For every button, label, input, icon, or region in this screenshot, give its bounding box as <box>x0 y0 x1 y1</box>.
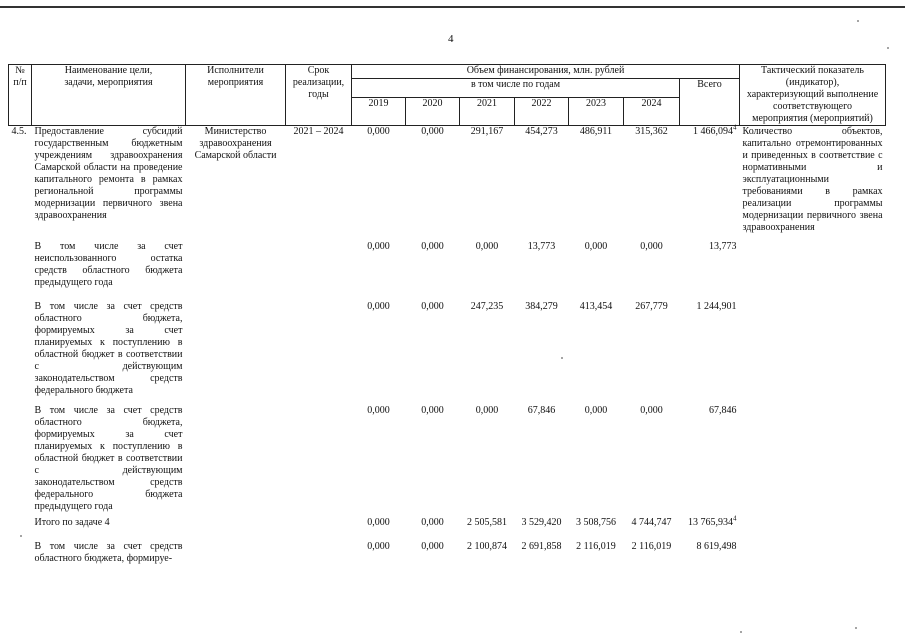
row-number <box>9 241 32 301</box>
cell-2023: 0,000 <box>584 240 608 252</box>
page-top-rule <box>0 6 905 8</box>
cell-2022: 2 691,858 <box>521 540 562 552</box>
row-period: 2021 – 2024 <box>293 126 344 137</box>
row-period <box>286 301 352 405</box>
cell-2024: 315,362 <box>635 126 668 137</box>
scan-speck <box>887 47 889 49</box>
footnote-mark: 4 <box>733 514 737 523</box>
row-number <box>9 301 32 405</box>
cell-total <box>680 405 740 517</box>
cell-2021: 0,000 <box>475 404 499 416</box>
row-name: Итого по задаче 4 <box>34 516 110 528</box>
cell-2024: 0,000 <box>640 404 663 416</box>
scan-speck <box>855 627 857 629</box>
cell-2021: 291,167 <box>470 126 504 137</box>
row-name: Предоставление субсидий государственным бюджетным учреждениям здравоохранения Самарской области на проведение капитального ремонта в рамках региональной программы модернизации первичного звена здравоохранения <box>34 126 183 221</box>
cell-total <box>680 301 740 405</box>
header-funding: Объем финансирования, млн. рублей <box>352 65 740 79</box>
row-executor <box>186 541 286 567</box>
scan-speck <box>740 631 742 633</box>
header-year: 2019 <box>352 98 406 126</box>
row-name: В том числе за счет неиспользованного остатка средств областного бюджета предыдущего года <box>34 240 183 288</box>
table-row <box>9 301 886 405</box>
cell-total <box>680 241 740 301</box>
table-row <box>9 241 886 301</box>
row-indicator <box>740 241 886 301</box>
row-indicator <box>740 405 886 517</box>
cell-2022: 3 529,420 <box>521 516 562 528</box>
row-period <box>286 517 352 541</box>
row-number <box>9 405 32 517</box>
total-value: 13 765,934 <box>688 516 734 528</box>
row-executor <box>186 241 286 301</box>
cell-2020: 0,000 <box>421 404 444 416</box>
table-row <box>9 517 886 541</box>
cell-2023: 413,454 <box>579 300 613 312</box>
cell-2022: 13,773 <box>527 240 556 252</box>
row-period <box>286 541 352 567</box>
row-executor: Министерство здравоохранения Самарской области <box>194 126 277 161</box>
cell-2019: 0,000 <box>367 240 390 252</box>
cell-2019: 0,000 <box>367 516 390 528</box>
header-year: 2024 <box>624 98 680 126</box>
page-number: 4 <box>448 33 454 45</box>
row-name: В том числе за счет средств областного бюджета, формируемых за счет планируемых к поступлению в областной бюджет в соответствии с действующим законодательством средств федерального бюджета предыдущего года <box>34 404 183 512</box>
row-number <box>9 541 32 567</box>
row-indicator <box>740 301 886 405</box>
cell-2021: 2 505,581 <box>467 516 507 528</box>
total-value: 1 244,901 <box>696 300 737 312</box>
table-row <box>9 126 886 241</box>
cell-2021: 247,235 <box>470 300 504 312</box>
header-period: Срок реализации, годы <box>286 65 352 126</box>
header-executors: Исполнители мероприятия <box>186 65 286 126</box>
cell-2024: 2 116,019 <box>631 540 672 552</box>
row-executor <box>186 517 286 541</box>
header-year: 2023 <box>569 98 624 126</box>
cell-2021: 0,000 <box>475 240 499 252</box>
cell-2023: 3 508,756 <box>576 516 616 528</box>
cell-2023: 0,000 <box>584 404 608 416</box>
row-executor <box>186 405 286 517</box>
cell-2023: 486,911 <box>579 126 613 137</box>
row-name: В том числе за счет средств областного бюджета, формируе- <box>34 540 183 564</box>
row-period <box>286 405 352 517</box>
cell-2020: 0,000 <box>421 240 444 252</box>
total-value: 1 466,094 <box>693 126 734 137</box>
row-executor <box>186 301 286 405</box>
header-year: 2022 <box>515 98 569 126</box>
cell-2022: 454,273 <box>525 126 558 137</box>
footnote-mark: 4 <box>733 123 737 132</box>
cell-2021: 2 100,874 <box>467 540 507 552</box>
cell-2024: 267,779 <box>635 300 668 312</box>
cell-total <box>680 123 740 241</box>
cell-2019: 0,000 <box>367 300 390 312</box>
row-indicator <box>740 541 886 567</box>
row-name: В том числе за счет средств областного бюджета, формируемых за счет планируемых к поступлению в областной бюджет в соответствии с действующим законодательством средств федерального бюджета <box>34 300 183 396</box>
cell-total <box>680 541 740 567</box>
header-by-years: в том числе по годам <box>352 79 680 98</box>
cell-2022: 67,846 <box>527 404 556 416</box>
cell-2022: 384,279 <box>525 300 558 312</box>
header-year: 2020 <box>406 98 460 126</box>
scan-speck <box>561 357 563 359</box>
total-value: 13,773 <box>709 240 737 252</box>
cell-2024: 4 744,747 <box>631 516 672 528</box>
header-year: 2021 <box>460 98 515 126</box>
cell-2019: 0,000 <box>367 126 390 137</box>
total-value: 8 619,498 <box>696 540 737 552</box>
cell-2020: 0,000 <box>421 300 444 312</box>
row-indicator <box>740 517 886 541</box>
header-total: Всего <box>680 79 740 126</box>
total-value: 67,846 <box>709 404 737 416</box>
cell-2019: 0,000 <box>367 404 390 416</box>
cell-total <box>680 514 740 541</box>
row-period <box>286 241 352 301</box>
cell-2024: 0,000 <box>640 240 663 252</box>
cell-2020: 0,000 <box>421 540 444 552</box>
cell-2020: 0,000 <box>421 516 444 528</box>
row-number: 4.5. <box>11 126 27 137</box>
funding-table <box>8 64 886 567</box>
scan-speck <box>857 20 859 22</box>
cell-2019: 0,000 <box>367 540 390 552</box>
cell-2020: 0,000 <box>421 126 444 137</box>
scan-speck <box>20 535 22 537</box>
cell-2023: 2 116,019 <box>576 540 616 552</box>
table-row <box>9 405 886 517</box>
table-row <box>9 541 886 567</box>
header-number: № п/п <box>9 65 32 126</box>
header-name: Наименование цели, задачи, мероприятия <box>32 65 186 126</box>
row-indicator: Количество объектов, капитально отремонтированных и приведенных в соответствие с нормативными и эксплуатационными требованиями в рамках реализации программы модернизации первичного звена здравоохранения <box>742 126 883 233</box>
header-indicator: Тактический показатель (индикатор), характеризующий выполнение соответствующего мероприятия (мероприятий) <box>740 65 886 126</box>
